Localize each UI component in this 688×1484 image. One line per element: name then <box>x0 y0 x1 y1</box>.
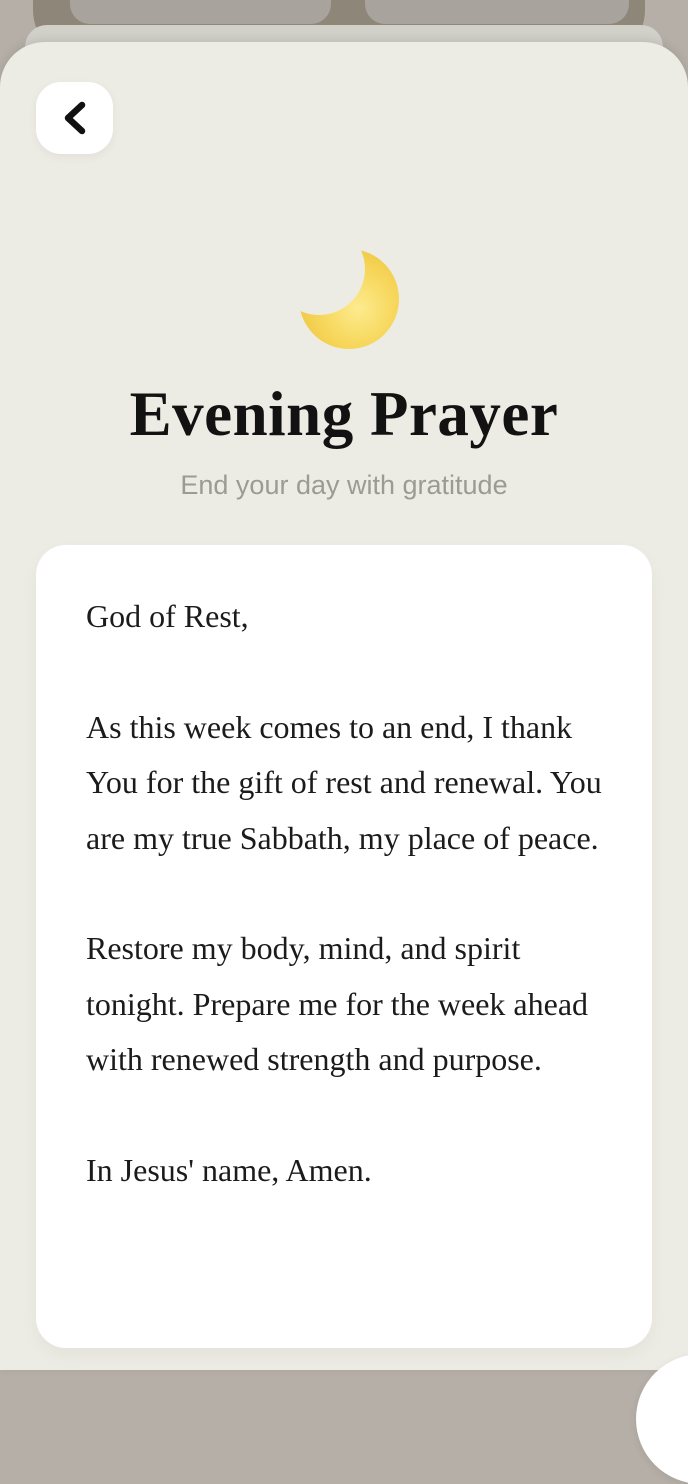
crescent-moon-icon <box>289 241 401 353</box>
background-card-left <box>70 0 331 24</box>
prayer-paragraph: Restore my body, mind, and spirit tonight. Prepare me for the week ahead with renewed strength and purpose. <box>86 930 589 1077</box>
prayer-paragraph: God of Rest, <box>86 598 249 634</box>
prayer-paragraph: As this week comes to an end, I thank You for the gift of rest and renewal. You are my true Sabbath, my place of peace. <box>86 708 602 856</box>
background-card-right <box>365 0 629 24</box>
page-subtitle: End your day with gratitude <box>180 470 508 500</box>
prayer-paragraph: In Jesus' name, Amen. <box>86 1151 372 1188</box>
page-title: Evening Prayer <box>129 379 559 449</box>
back-button[interactable] <box>36 82 113 154</box>
chevron-left-icon <box>62 101 88 135</box>
prayer-card <box>36 545 652 1348</box>
floating-action-button[interactable] <box>636 1354 688 1484</box>
